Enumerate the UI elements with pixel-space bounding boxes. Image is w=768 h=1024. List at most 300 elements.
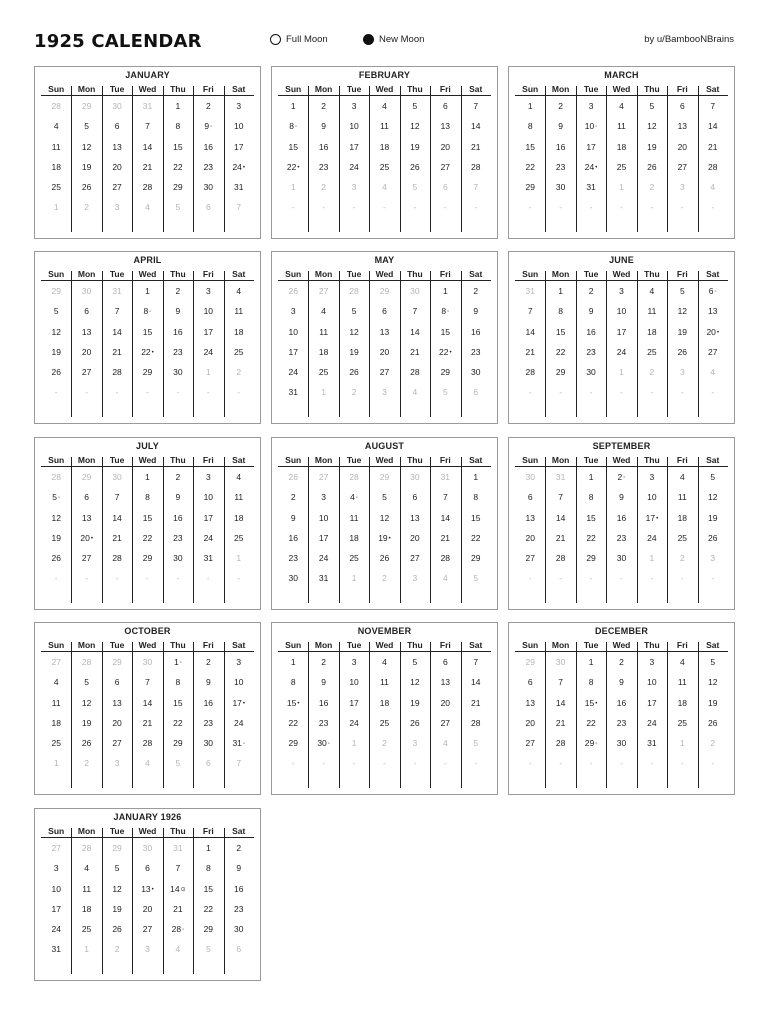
day-number: 4 bbox=[679, 657, 685, 667]
calendar-day bbox=[667, 737, 697, 757]
day-number: 7 bbox=[236, 758, 242, 769]
calendar-day bbox=[224, 512, 254, 532]
day-number: 19 bbox=[378, 532, 388, 543]
day-number: 6 bbox=[382, 306, 387, 317]
month-days bbox=[278, 285, 491, 407]
day-number: 19 bbox=[81, 717, 92, 728]
calendar-day bbox=[461, 552, 491, 572]
weekday-header bbox=[515, 455, 728, 467]
calendar-day bbox=[102, 471, 132, 491]
calendar-day bbox=[193, 943, 223, 963]
calendar-day bbox=[576, 512, 606, 532]
day-number: - bbox=[589, 573, 593, 584]
weekday-label: Wed bbox=[375, 455, 394, 465]
day-number: 20 bbox=[142, 903, 153, 914]
day-number: 7 bbox=[710, 101, 716, 111]
day-number: 31 bbox=[51, 944, 61, 955]
day-number: 17 bbox=[203, 326, 214, 337]
calendar-day bbox=[71, 552, 101, 572]
calendar-day bbox=[606, 366, 636, 386]
day-number: 3 bbox=[114, 202, 120, 213]
calendar-day bbox=[308, 737, 338, 757]
empty-day bbox=[698, 386, 728, 406]
calendar-day bbox=[102, 326, 132, 346]
month-june bbox=[508, 251, 735, 424]
calendar-day bbox=[545, 737, 575, 757]
day-number: 26 bbox=[81, 738, 92, 749]
calendar-day bbox=[71, 181, 101, 201]
calendar-day bbox=[224, 285, 254, 305]
day-number: 25 bbox=[349, 553, 359, 564]
day-number: 26 bbox=[677, 346, 688, 357]
weekday-label: Sat bbox=[706, 84, 720, 94]
calendar-day bbox=[515, 100, 545, 120]
weekday-header bbox=[515, 84, 728, 96]
empty-day bbox=[576, 386, 606, 406]
weekday-label: Wed bbox=[138, 826, 157, 836]
day-number: 30 bbox=[586, 367, 596, 378]
day-number: 7 bbox=[473, 657, 479, 667]
calendar-day bbox=[41, 923, 71, 943]
calendar-day bbox=[667, 100, 697, 120]
calendar-day bbox=[545, 676, 575, 696]
week-row bbox=[278, 305, 491, 325]
calendar-day bbox=[193, 552, 223, 572]
day-number: 28 bbox=[410, 367, 420, 378]
day-number: 1 bbox=[145, 472, 150, 482]
calendar-day bbox=[132, 285, 162, 305]
full-moon-icon bbox=[270, 34, 281, 45]
day-number: 5 bbox=[679, 286, 685, 296]
day-number: 6 bbox=[442, 657, 448, 667]
legend-new-moon bbox=[363, 34, 424, 45]
calendar-day bbox=[606, 656, 636, 676]
calendar-day bbox=[193, 512, 223, 532]
day-number: 4 bbox=[619, 101, 624, 111]
day-number: 4 bbox=[710, 367, 716, 378]
calendar-day bbox=[41, 100, 71, 120]
calendar-day bbox=[430, 656, 460, 676]
calendar-day bbox=[369, 491, 399, 511]
calendar-day bbox=[102, 757, 132, 777]
day-number: 11 bbox=[82, 883, 92, 894]
calendar-day bbox=[163, 757, 193, 777]
calendar-day bbox=[667, 552, 697, 572]
day-number: 10 bbox=[203, 306, 214, 317]
calendar-day bbox=[430, 326, 460, 346]
weekday-label: Fri bbox=[202, 640, 214, 650]
calendar-day bbox=[132, 943, 162, 963]
week-row bbox=[41, 676, 254, 696]
calendar-day bbox=[606, 717, 636, 737]
calendar-day bbox=[545, 141, 575, 161]
calendar-day bbox=[71, 883, 101, 903]
calendar-day bbox=[369, 737, 399, 757]
day-number: 8 bbox=[588, 677, 594, 688]
day-number: 31 bbox=[232, 738, 242, 749]
day-number: 21 bbox=[555, 532, 566, 543]
day-number: 9 bbox=[321, 121, 326, 132]
calendar-day bbox=[224, 141, 254, 161]
calendar-day bbox=[41, 471, 71, 491]
calendar-day bbox=[41, 943, 71, 963]
weekday-label: Mon bbox=[77, 455, 96, 465]
day-number: 3 bbox=[351, 101, 357, 111]
calendar-day bbox=[606, 512, 636, 532]
day-number: 12 bbox=[647, 121, 657, 132]
calendar-day bbox=[515, 656, 545, 676]
day-number: 5 bbox=[412, 101, 418, 111]
day-number: 1 bbox=[527, 101, 533, 111]
weekday-label: Fri bbox=[676, 455, 688, 465]
day-number: 6 bbox=[527, 677, 533, 688]
calendar-day bbox=[606, 161, 636, 181]
day-number: 28 bbox=[51, 472, 61, 482]
day-number: 3 bbox=[679, 367, 685, 378]
weekday-label: Thu bbox=[644, 269, 660, 279]
weekday-label: Sun bbox=[48, 640, 65, 650]
day-number: 29 bbox=[203, 924, 214, 935]
day-number: 28 bbox=[349, 472, 359, 482]
calendar-day bbox=[224, 737, 254, 757]
day-number: 1 bbox=[53, 202, 59, 213]
calendar-day bbox=[102, 923, 132, 943]
day-number: 2 bbox=[236, 843, 242, 853]
day-number: 2 bbox=[617, 472, 623, 482]
day-number: 29 bbox=[142, 553, 153, 564]
day-number: - bbox=[620, 758, 623, 769]
day-number: 25 bbox=[318, 367, 329, 378]
weekday-header bbox=[41, 640, 254, 652]
calendar-day bbox=[667, 141, 697, 161]
day-number: - bbox=[54, 573, 58, 584]
day-number: 5 bbox=[412, 657, 418, 667]
day-number: 30 bbox=[81, 286, 92, 296]
calendar-day bbox=[461, 572, 491, 592]
calendar-day bbox=[576, 326, 606, 346]
week-row bbox=[41, 572, 254, 592]
calendar-day bbox=[41, 903, 71, 923]
calendar-day bbox=[308, 656, 338, 676]
calendar-day bbox=[430, 346, 460, 366]
weekday-label: Tue bbox=[109, 269, 125, 279]
weekday-label: Sun bbox=[522, 84, 539, 94]
calendar-day bbox=[667, 285, 697, 305]
week-row bbox=[41, 552, 254, 572]
day-number: 31 bbox=[555, 472, 566, 482]
day-number: 10 bbox=[584, 121, 595, 132]
weekday-label: Fri bbox=[439, 269, 451, 279]
day-number: - bbox=[620, 202, 623, 213]
calendar-day bbox=[606, 676, 636, 696]
calendar-day bbox=[41, 120, 71, 140]
calendar-day bbox=[71, 491, 101, 511]
day-number: 30 bbox=[203, 738, 214, 749]
day-number: 29 bbox=[584, 738, 595, 749]
day-number: 22 bbox=[525, 161, 535, 172]
day-number: 8 bbox=[588, 492, 594, 503]
calendar-day bbox=[339, 100, 369, 120]
day-number: 20 bbox=[525, 532, 535, 543]
day-number: 13 bbox=[525, 512, 535, 523]
calendar-day bbox=[461, 120, 491, 140]
day-number: 2 bbox=[679, 553, 685, 564]
full-moon-marker-icon: ◦ bbox=[182, 927, 185, 934]
day-number: 1 bbox=[290, 101, 296, 111]
day-number: 5 bbox=[710, 657, 716, 667]
day-number: 14 bbox=[410, 326, 420, 337]
day-number: 5 bbox=[84, 121, 89, 132]
day-number: 26 bbox=[647, 161, 657, 172]
day-number: 14 bbox=[555, 512, 566, 523]
calendar-day bbox=[606, 120, 636, 140]
weekday-label: Sat bbox=[469, 455, 483, 465]
day-number: 27 bbox=[51, 843, 61, 853]
day-number: 3 bbox=[53, 863, 59, 874]
calendar-day bbox=[278, 285, 308, 305]
day-number: 27 bbox=[440, 717, 451, 728]
day-number: 30 bbox=[410, 286, 420, 296]
calendar-day bbox=[102, 366, 132, 386]
day-number: 13 bbox=[81, 326, 92, 337]
calendar-day bbox=[102, 842, 132, 862]
calendar-day bbox=[193, 532, 223, 552]
week-row bbox=[41, 903, 254, 923]
day-number: 10 bbox=[288, 326, 298, 337]
day-number: 15 bbox=[440, 326, 451, 337]
day-number: 6 bbox=[205, 758, 211, 769]
day-number: 16 bbox=[203, 141, 214, 152]
day-number: 15 bbox=[286, 697, 297, 708]
day-number: 8 bbox=[289, 121, 294, 132]
calendar-day bbox=[41, 717, 71, 737]
calendar-day bbox=[308, 386, 338, 406]
calendar-day bbox=[163, 285, 193, 305]
calendar-day bbox=[193, 883, 223, 903]
day-number: 18 bbox=[677, 697, 688, 708]
day-number: 19 bbox=[677, 326, 688, 337]
day-number: 14 bbox=[142, 697, 153, 708]
day-number: 17 bbox=[645, 512, 656, 523]
day-number: 1 bbox=[588, 657, 594, 667]
week-row bbox=[41, 346, 254, 366]
empty-day bbox=[576, 201, 606, 221]
day-number: 27 bbox=[318, 472, 329, 482]
calendar-day bbox=[71, 842, 101, 862]
calendar-day bbox=[41, 552, 71, 572]
day-number: 30 bbox=[112, 472, 122, 482]
calendar-day bbox=[163, 512, 193, 532]
week-row bbox=[515, 471, 728, 491]
calendar-day bbox=[163, 100, 193, 120]
day-number: - bbox=[237, 387, 241, 398]
month-days bbox=[278, 471, 491, 593]
day-number: 2 bbox=[290, 492, 296, 503]
day-number: 2 bbox=[473, 286, 479, 296]
calendar-day bbox=[132, 366, 162, 386]
calendar-day bbox=[102, 161, 132, 181]
empty-day bbox=[308, 757, 338, 777]
calendar-day bbox=[339, 326, 369, 346]
day-number: - bbox=[206, 573, 210, 584]
calendar-day bbox=[278, 346, 308, 366]
calendar-day bbox=[369, 346, 399, 366]
calendar-day bbox=[576, 120, 606, 140]
calendar-day bbox=[606, 285, 636, 305]
day-number: 17 bbox=[288, 346, 298, 357]
calendar-day bbox=[102, 100, 132, 120]
calendar-day bbox=[132, 512, 162, 532]
empty-day bbox=[576, 572, 606, 592]
day-number: 23 bbox=[555, 161, 566, 172]
weekday-label: Sun bbox=[285, 640, 302, 650]
week-row bbox=[278, 697, 491, 717]
day-number: 19 bbox=[51, 346, 61, 357]
day-number: 10 bbox=[647, 677, 657, 688]
calendar-day bbox=[667, 512, 697, 532]
week-row bbox=[41, 532, 254, 552]
calendar-day bbox=[637, 717, 667, 737]
day-number: 2 bbox=[84, 202, 89, 213]
day-number: 29 bbox=[379, 286, 390, 296]
calendar-day bbox=[102, 512, 132, 532]
day-number: 20 bbox=[525, 717, 535, 728]
calendar-day bbox=[193, 717, 223, 737]
day-number: - bbox=[680, 758, 684, 769]
weekday-header bbox=[41, 455, 254, 467]
weekday-label: Tue bbox=[346, 640, 362, 650]
calendar-day bbox=[278, 512, 308, 532]
calendar-day bbox=[606, 326, 636, 346]
day-number: 7 bbox=[527, 306, 533, 317]
weekday-label: Wed bbox=[612, 455, 631, 465]
empty-day bbox=[606, 201, 636, 221]
calendar-day bbox=[224, 161, 254, 181]
legend-full-moon bbox=[270, 34, 328, 45]
calendar-day bbox=[339, 572, 369, 592]
day-number: 26 bbox=[51, 367, 61, 378]
week-row bbox=[41, 943, 254, 963]
calendar-day bbox=[606, 552, 636, 572]
weekday-label: Wed bbox=[375, 269, 394, 279]
month-september bbox=[508, 437, 735, 610]
calendar-day bbox=[698, 120, 728, 140]
week-row bbox=[41, 285, 254, 305]
calendar-day bbox=[224, 326, 254, 346]
calendar-day bbox=[308, 471, 338, 491]
week-row bbox=[278, 572, 491, 592]
calendar-day bbox=[400, 120, 430, 140]
full-moon-marker-icon: ◦ bbox=[179, 660, 182, 666]
month-days bbox=[515, 285, 728, 407]
calendar-day bbox=[637, 676, 667, 696]
weekday-label: Tue bbox=[109, 826, 125, 836]
calendar-day bbox=[41, 491, 71, 511]
calendar-day bbox=[102, 737, 132, 757]
calendar-day bbox=[576, 656, 606, 676]
weekday-label: Wed bbox=[612, 640, 631, 650]
calendar-day bbox=[308, 285, 338, 305]
week-row bbox=[515, 676, 728, 696]
weekday-label: Mon bbox=[77, 826, 96, 836]
weekday-label: Sat bbox=[706, 269, 720, 279]
day-number: 1 bbox=[290, 657, 296, 667]
full-moon-marker-icon: ◦ bbox=[595, 124, 598, 131]
day-number: 22 bbox=[173, 717, 183, 728]
new-moon-marker-icon: • bbox=[656, 515, 659, 522]
calendar-day bbox=[308, 346, 338, 366]
day-number: 27 bbox=[81, 553, 92, 564]
calendar-day bbox=[163, 141, 193, 161]
calendar-day bbox=[308, 512, 338, 532]
calendar-day bbox=[698, 697, 728, 717]
month-days bbox=[278, 100, 491, 222]
day-number: - bbox=[559, 758, 563, 769]
weekday-label: Mon bbox=[314, 269, 333, 279]
empty-day bbox=[461, 757, 491, 777]
empty-day bbox=[637, 201, 667, 221]
day-number: 1 bbox=[588, 472, 594, 482]
calendar-day bbox=[41, 285, 71, 305]
day-number: 16 bbox=[616, 512, 627, 523]
day-number: 5 bbox=[114, 863, 120, 874]
day-number: 6 bbox=[708, 286, 714, 296]
day-number: 3 bbox=[619, 286, 624, 296]
week-row bbox=[278, 532, 491, 552]
day-number: 9 bbox=[290, 512, 296, 523]
calendar-day bbox=[637, 656, 667, 676]
day-number: 1 bbox=[84, 944, 89, 955]
week-row bbox=[278, 471, 491, 491]
day-number: 23 bbox=[203, 161, 214, 172]
new-moon-marker-icon: • bbox=[388, 535, 391, 542]
day-number: 3 bbox=[588, 101, 594, 111]
weekday-label: Wed bbox=[612, 84, 631, 94]
day-number: 21 bbox=[471, 697, 481, 708]
calendar-day bbox=[163, 697, 193, 717]
calendar-day bbox=[163, 471, 193, 491]
weekday-header bbox=[278, 640, 491, 652]
calendar-day bbox=[461, 491, 491, 511]
day-number: 24 bbox=[349, 161, 359, 172]
calendar-day bbox=[71, 161, 101, 181]
calendar-day bbox=[667, 717, 697, 737]
day-number: 6 bbox=[527, 492, 533, 503]
calendar-day bbox=[278, 532, 308, 552]
weekday-label: Sun bbox=[285, 84, 302, 94]
day-number: 27 bbox=[525, 738, 535, 749]
weekday-label: Fri bbox=[202, 84, 214, 94]
day-number: 26 bbox=[51, 553, 61, 564]
month-title: MAY bbox=[374, 255, 395, 265]
day-number: - bbox=[291, 758, 295, 769]
day-number: 4 bbox=[236, 472, 242, 482]
empty-day bbox=[369, 757, 399, 777]
calendar-day bbox=[461, 305, 491, 325]
day-number: 2 bbox=[236, 367, 242, 378]
day-number: 27 bbox=[51, 657, 61, 667]
day-number: 6 bbox=[679, 101, 685, 111]
day-number: 17 bbox=[232, 697, 242, 708]
new-moon-marker-icon: • bbox=[297, 700, 300, 707]
day-number: - bbox=[146, 387, 149, 398]
calendar-day bbox=[369, 656, 399, 676]
calendar-day bbox=[224, 120, 254, 140]
calendar-day bbox=[545, 697, 575, 717]
calendar-day bbox=[193, 903, 223, 923]
day-number: 11 bbox=[51, 141, 61, 152]
day-number: 24 bbox=[288, 367, 298, 378]
